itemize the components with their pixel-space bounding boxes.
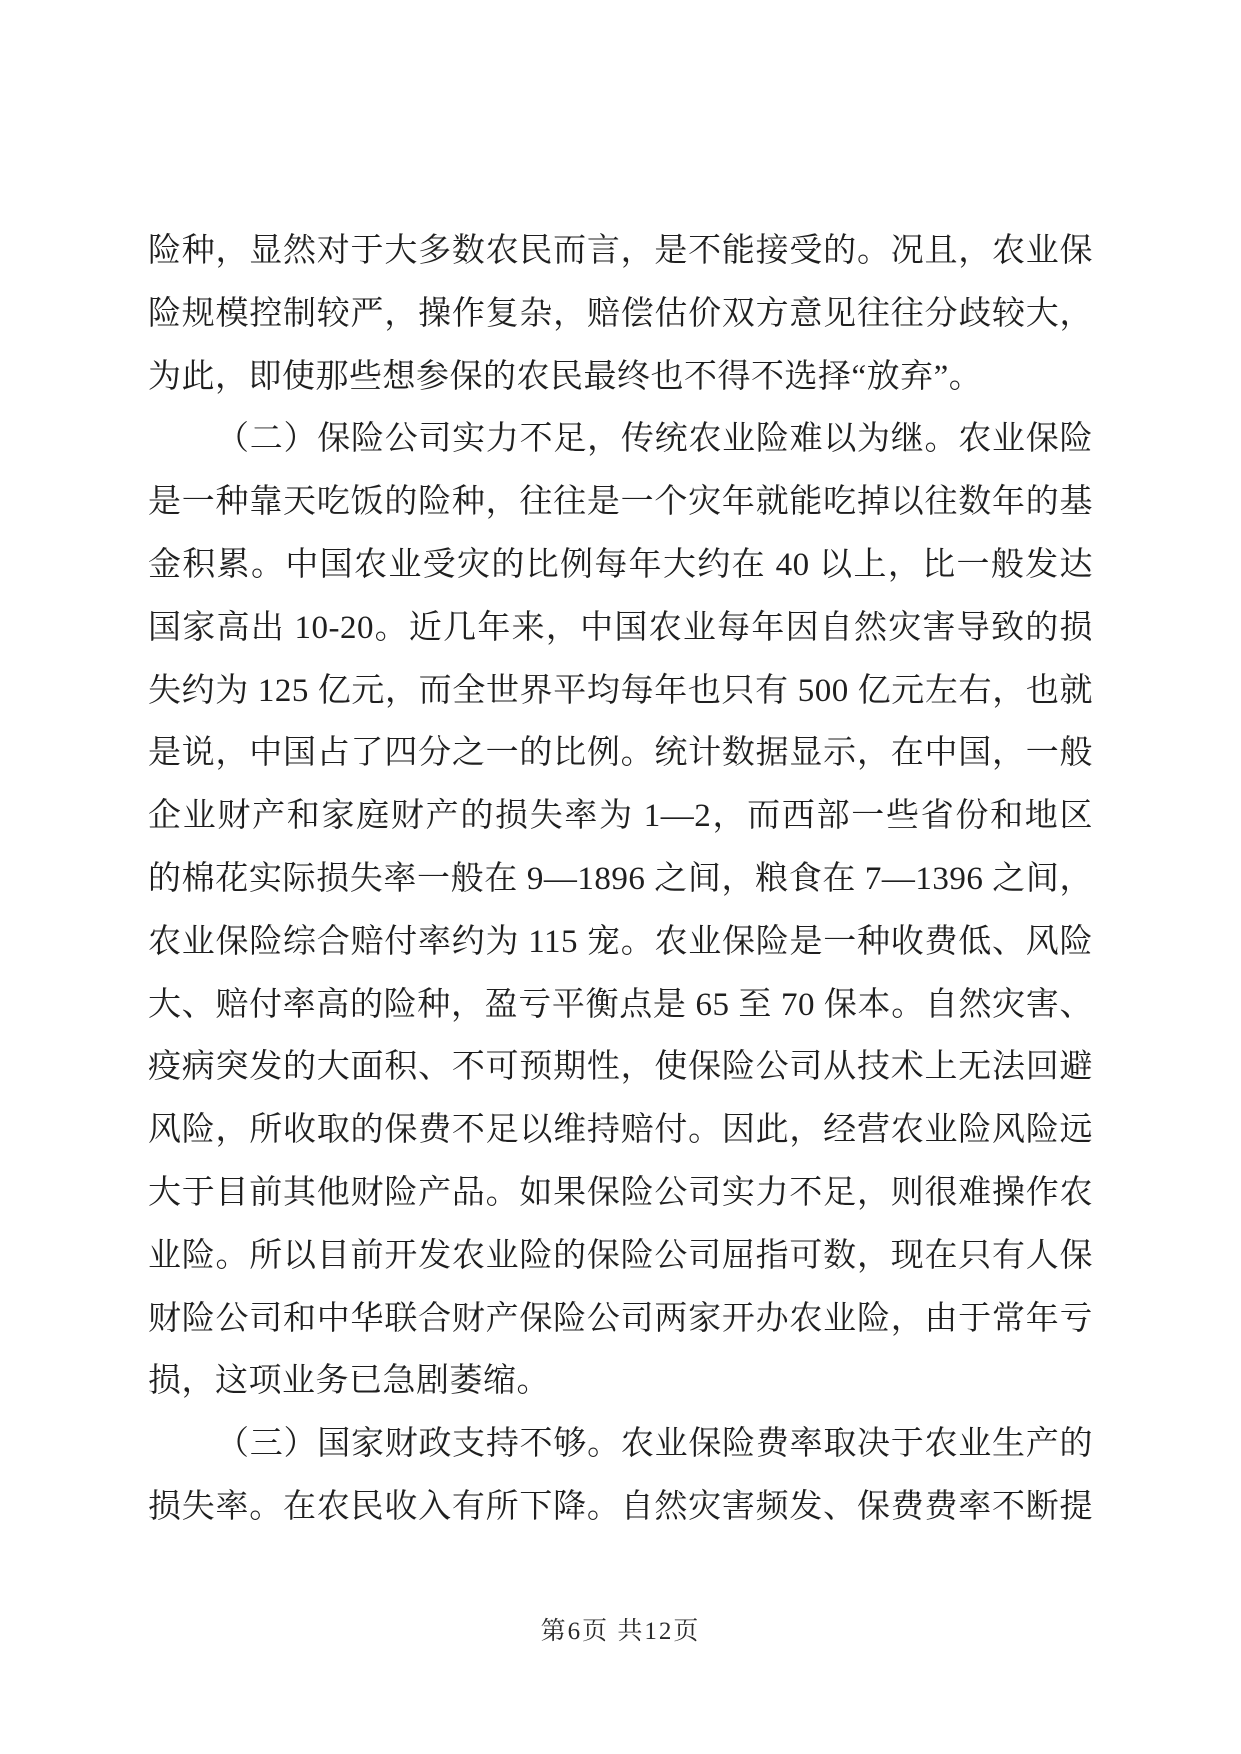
text-line: 财险公司和中华联合财产保险公司两家开办农业险，由于常年亏 xyxy=(148,1300,1093,1337)
text-line: 风险，所收取的保费不足以维持赔付。因此，经营农业险风险远 xyxy=(148,1112,1093,1149)
text-line-paragraph-start: （二）保险公司实力不足，传统农业险难以为继。农业保险 xyxy=(216,421,1093,458)
text-line: 大于目前其他财险产品。如果保险公司实力不足，则很难操作农 xyxy=(148,1174,1093,1211)
text-line: 是一种靠天吃饭的险种，往往是一个灾年就能吃掉以往数年的基 xyxy=(148,484,1093,521)
text-line: 险规模控制较严，操作复杂，赔偿估价双方意见往往分歧较大， xyxy=(148,295,1093,332)
text-line: 险种，显然对于大多数农民而言，是不能接受的。况且，农业保 xyxy=(148,233,1093,269)
text-line: 失约为 125 亿元，而全世界平均每年也只有 500 亿元左右，也就 xyxy=(148,672,1093,709)
text-line-paragraph-end: 损，这项业务已急剧萎缩。 xyxy=(148,1363,550,1400)
text-line: 大、赔付率高的险种，盈亏平衡点是 65 至 70 保本。自然灾害、 xyxy=(148,986,1093,1023)
text-line: 业险。所以目前开发农业险的保险公司屈指可数，现在只有人保 xyxy=(148,1237,1093,1274)
page-footer xyxy=(0,1612,1241,1652)
text-line: 国家高出 10-20。近几年来，中国农业每年因自然灾害导致的损 xyxy=(148,609,1093,646)
text-line: 金积累。中国农业受灾的比例每年大约在 40 以上，比一般发达 xyxy=(148,546,1093,583)
text-line-paragraph-end: 为此，即使那些想参保的农民最终也不得不选择“放弃”。 xyxy=(148,358,983,395)
document-body xyxy=(148,220,1093,1539)
text-line: 是说，中国占了四分之一的比例。统计数据显示，在中国，一般 xyxy=(148,735,1093,772)
text-line: 的棉花实际损失率一般在 9—1896 之间，粮食在 7—1396 之间， xyxy=(148,860,1093,897)
text-line: 企业财产和家庭财产的损失率为 1—2，而西部一些省份和地区 xyxy=(148,798,1093,835)
page-number-label: 第6页 共12页 xyxy=(540,1618,701,1645)
text-line: 损失率。在农民收入有所下降。自然灾害频发、保费费率不断提 xyxy=(148,1488,1093,1525)
text-line-paragraph-start: （三）国家财政支持不够。农业保险费率取决于农业生产的 xyxy=(216,1426,1093,1463)
text-line: 疫病突发的大面积、不可预期性，使保险公司从技术上无法回避 xyxy=(148,1049,1093,1086)
text-line: 农业保险综合赔付率约为 115 宠。农业保险是一种收费低、风险 xyxy=(148,923,1093,960)
